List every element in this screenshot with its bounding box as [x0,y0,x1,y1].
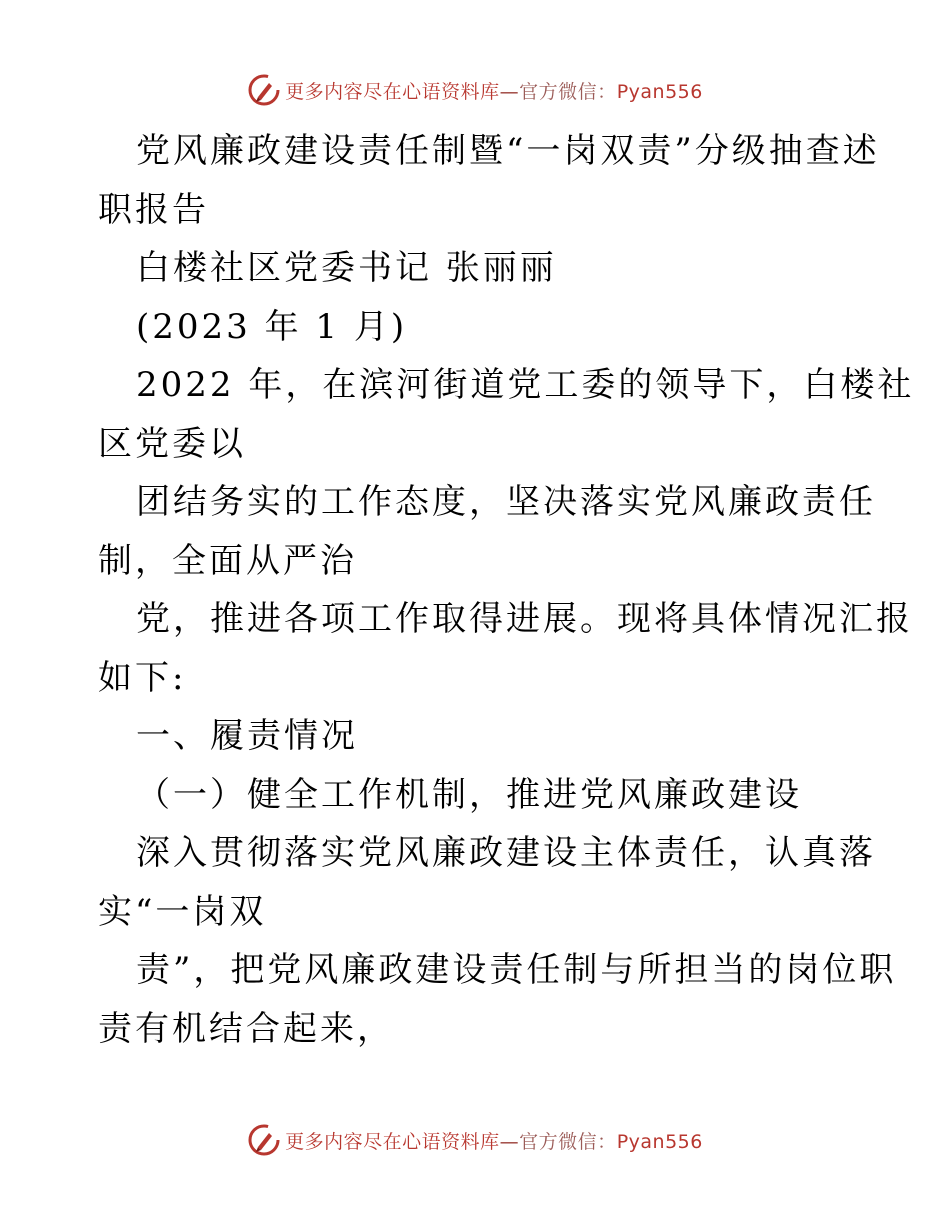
paragraph-line: 党，推进各项工作取得进展。现将具体情况汇报 [136,599,913,639]
pen-circle-logo-icon [247,1123,281,1157]
paragraph-line: 责”，把党风廉政建设责任制与所担当的岗位职 [136,950,897,990]
date-line: (2023 年 1 月) [136,306,408,347]
watermark-dash: — [499,80,520,103]
pen-circle-logo-icon [247,73,281,107]
paragraph-line: 2022 年，在滨河街道党工委的领导下，白楼社 [136,365,915,405]
subsection-heading: （一）健全工作机制，推进党风廉政建设 [136,774,802,815]
watermark-wechat-label: 官方微信： [519,1130,617,1153]
paragraph-line: 实“一岗双 [98,891,267,932]
watermark-main-text: 更多内容尽在心语资料库 [285,1130,500,1153]
document-title-line-1: 党风廉政建设责任制暨“一岗双责”分级抽查述 [136,131,880,171]
header-watermark-banner [0,70,950,110]
paragraph-line: 制，全面从严治 [98,540,357,581]
watermark-wechat-id: Pyan556 [616,80,703,103]
footer-watermark-banner [0,1120,950,1160]
watermark-wechat-id: Pyan556 [616,1130,703,1153]
watermark-dash: — [499,1130,520,1153]
document-title-line-2: 职报告 [98,189,209,230]
watermark-wechat-label: 官方微信： [519,80,617,103]
paragraph-line: 责有机结合起来， [98,1008,394,1049]
paragraph-line: 如下: [98,657,187,698]
watermark-text [285,77,703,104]
author-line: 白楼社区党委书记 张丽丽 [136,248,557,288]
section-heading: 一、履责情况 [136,716,358,756]
watermark-main-text: 更多内容尽在心语资料库 [285,80,500,103]
paragraph-line: 团结务实的工作态度，坚决落实党风廉政责任 [136,482,876,522]
paragraph-line: 深入贯彻落实党风廉政建设主体责任，认真落 [136,833,876,873]
document-body [98,122,915,1058]
watermark-text [285,1127,703,1154]
paragraph-line: 区党委以 [98,423,246,464]
